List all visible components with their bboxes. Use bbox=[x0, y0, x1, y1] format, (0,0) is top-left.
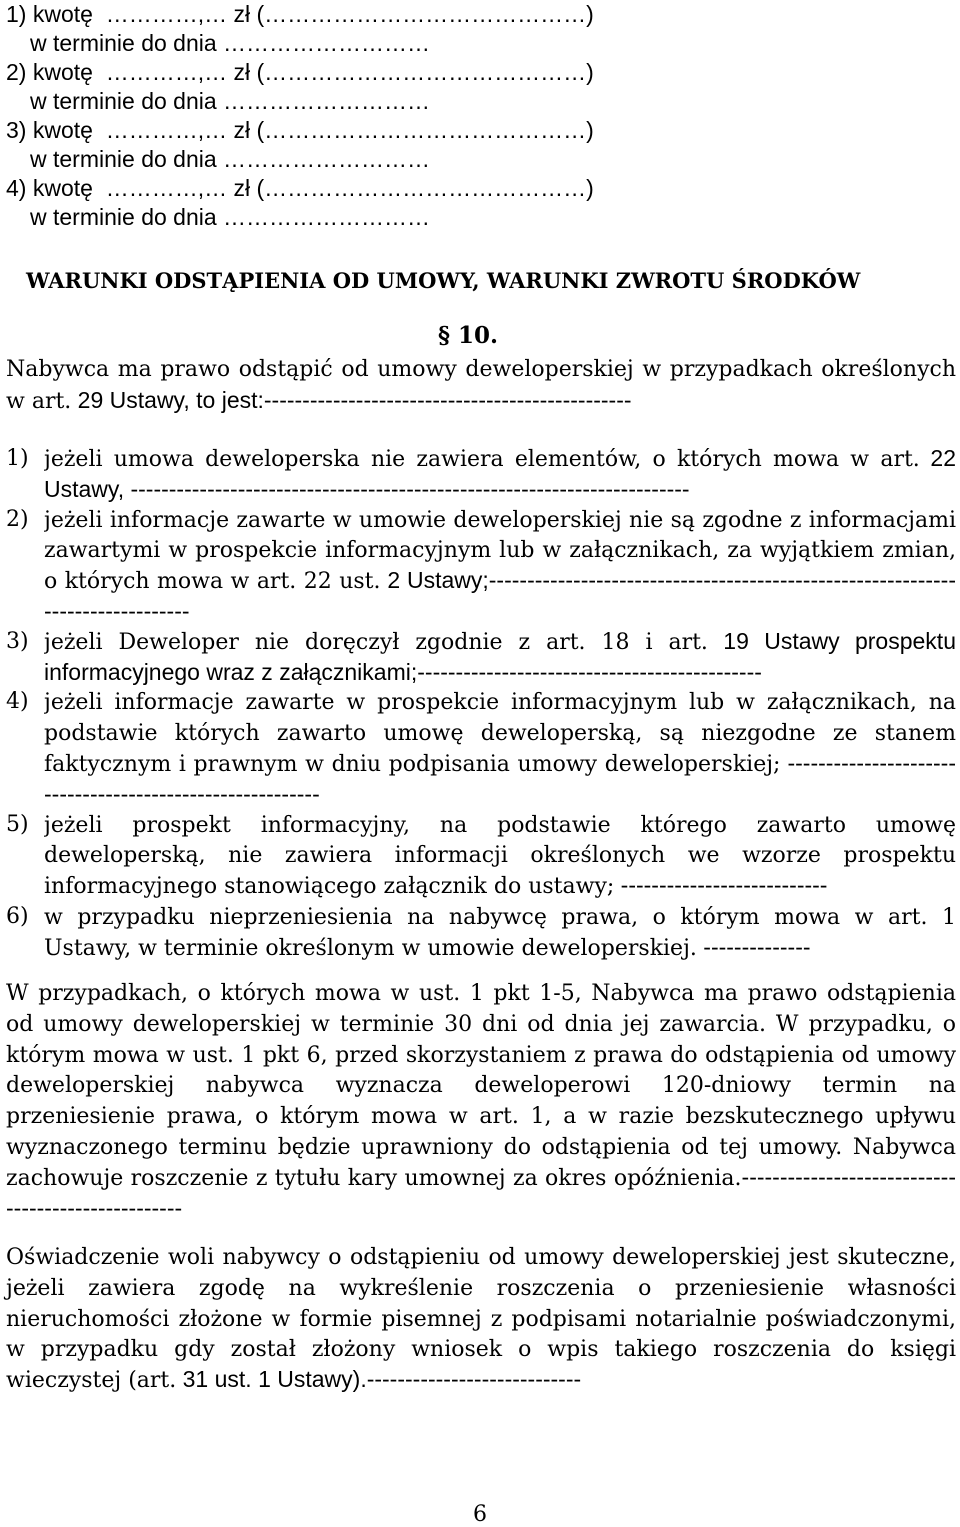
withdrawal-conditions-list bbox=[6, 444, 956, 964]
paragraph-text: W przypadkach, o których mowa w ust. 1 pkt 1-5, Nabywca ma prawo odstąpienia od umowy deweloperskiej w terminie 30 dni od dnia jej zawarcia. W przypadku, o którym mowa w ust. 1 pkt 6, przed skorzystaniem z prawa do odstąpienia od umowy deweloperskiej nabywca wyznacza deweloperowi 120-dniowy termin na przeniesienie prawa, o którym mowa w art. 1, a w razie bezskutecznego upływu wyznaczonego terminu będzie uprawniony do odstąpienia od tej umowy. Nabywca zachowuje roszczenie z tytułu kary umownej za okres opóźnienia. bbox=[6, 981, 956, 1191]
list-item-text: jeżeli prospekt informacyjny, na podstawie którego zawarto umowę deweloperską, nie zawiera informacji określonych we wzorze prospektu informacyjnego stanowiącego załącznik do ustawy; bbox=[44, 812, 956, 900]
payment-term: w terminie do dnia ……………………… bbox=[30, 88, 431, 114]
list-item-text-tail: --------------------------- bbox=[614, 872, 828, 899]
payment-label: 2) kwotę bbox=[6, 59, 93, 85]
payment-label: 1) kwotę bbox=[6, 1, 93, 27]
payment-amount-blank: …………,… zł (……………………………………) bbox=[105, 117, 594, 143]
list-item-text: jeżeli umowa deweloperska nie zawiera elementów, o których mowa w art. bbox=[44, 447, 920, 472]
list-item-number: 3) bbox=[6, 628, 29, 654]
list-item-text-tail: 19 Ustawy prospektu informacyjnego wraz z załącznikami;--------------------------------------------- bbox=[44, 627, 956, 685]
list-item-text-tail: -------------- bbox=[696, 933, 811, 960]
payment-term: w terminie do dnia ……………………… bbox=[30, 30, 431, 56]
list-item-text-tail: 2 Ustawy;-------------------------------------------------------------------------------- bbox=[44, 567, 956, 624]
section-heading: WARUNKI ODSTĄPIENIA OD UMOWY, WARUNKI ZWROTU ŚRODKÓW bbox=[26, 268, 861, 293]
list-item bbox=[6, 444, 956, 505]
list-item-text-tail: ---------------------------------------------------------- bbox=[44, 749, 956, 807]
paragraph-text: Oświadczenie woli nabywcy o odstąpieniu od umowy deweloperskiej jest skuteczne, jeżeli zawiera zgodę na wykreślenie roszczenia o przeniesienie własności nieruchomości złożone w formie pisemnej z podpisami notarialnie poświadczonymi, w przypadku gdy został złożony wniosek o wpis takiego roszczenia do księgi wieczystej (art. bbox=[6, 1245, 956, 1394]
payment-label: 4) kwotę bbox=[6, 175, 93, 201]
list-item bbox=[6, 687, 956, 809]
list-item-number: 6) bbox=[6, 903, 29, 929]
withdrawal-terms-paragraph bbox=[6, 978, 956, 1223]
payment-label: 3) kwotę bbox=[6, 117, 93, 143]
list-item-text-tail: 22 Ustawy, ------------------------------------------------------------------------- bbox=[44, 445, 956, 502]
page-number: 6 bbox=[473, 1502, 487, 1527]
payment-amount-blank: …………,… zł (……………………………………) bbox=[105, 59, 594, 85]
intro-text-tail: 29 Ustawy, to jest:------------------------------------------------ bbox=[71, 387, 632, 413]
list-item-number: 5) bbox=[6, 811, 29, 837]
intro-paragraph bbox=[6, 354, 956, 417]
payment-amount-blank: …………,… zł (……………………………………) bbox=[105, 175, 594, 201]
paragraph-number: § 10. bbox=[438, 322, 499, 349]
list-item-number: 1) bbox=[6, 446, 29, 471]
paragraph-text-tail: 31 ust. 1 Ustawy).---------------------------- bbox=[176, 1366, 582, 1393]
declaration-paragraph bbox=[6, 1242, 956, 1396]
payment-term: w terminie do dnia ……………………… bbox=[30, 146, 431, 172]
payment-schedule bbox=[6, 0, 954, 232]
list-item-text: jeżeli informacje zawarte w umowie deweloperskiej nie są zgodne z informacjami zawartymi w prospekcie informacyjnym lub w załącznikach, za wyjątkiem zmian, o których mowa w art. 22 ust. bbox=[44, 507, 956, 595]
list-item-number: 2) bbox=[6, 506, 29, 532]
payment-item bbox=[6, 174, 954, 232]
payment-item bbox=[6, 0, 954, 58]
intro-text: Nabywca ma prawo odstąpić od umowy deweloperskiej w przypadkach określonych w art. bbox=[6, 357, 956, 414]
payment-item bbox=[6, 116, 954, 174]
list-item bbox=[6, 505, 956, 627]
list-item-text: jeżeli informacje zawarte w prospekcie informacyjnym lub w załącznikach, na podstawie których zawarto umowę deweloperską, są niezgodne ze stanem faktycznym i prawnym w dniu podpisania umowy deweloperskiej; bbox=[44, 690, 956, 777]
list-item-text: jeżeli Deweloper nie doręczył zgodnie z art. 18 i art. bbox=[44, 629, 708, 655]
list-item-number: 4) bbox=[6, 689, 29, 715]
payment-amount-blank: …………,… zł (……………………………………) bbox=[105, 1, 594, 27]
payment-term: w terminie do dnia ……………………… bbox=[30, 204, 431, 230]
payment-item bbox=[6, 58, 954, 116]
paragraph-text-tail: --------------------------------------------------- bbox=[6, 1163, 956, 1221]
list-item bbox=[6, 902, 956, 964]
list-item bbox=[6, 627, 956, 688]
list-item bbox=[6, 810, 956, 902]
list-item-text: w przypadku nieprzeniesienia na nabywcę prawa, o którym mowa w art. 1 Ustawy, w terminie określonym w umowie deweloperskiej. bbox=[44, 904, 956, 961]
